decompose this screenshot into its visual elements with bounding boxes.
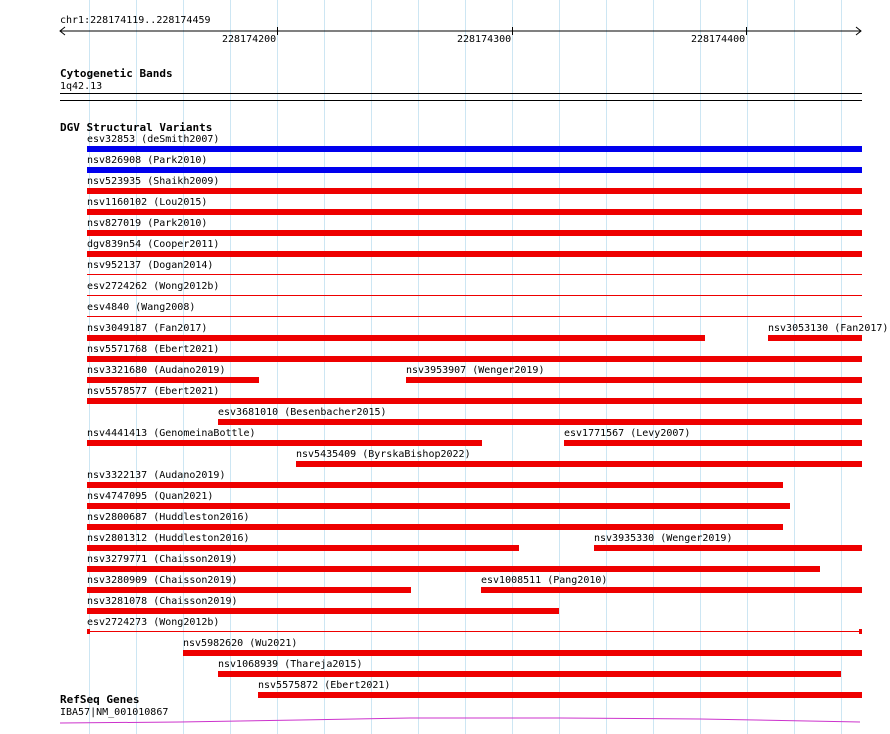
ruler-tick-label: 228174300 <box>457 34 512 45</box>
variant-bar[interactable] <box>87 377 259 383</box>
variant-label[interactable]: esv1008511 (Pang2010) <box>481 575 608 586</box>
grid-line <box>794 0 795 734</box>
dgv-track-title: DGV Structural Variants <box>60 121 213 134</box>
refseq-track-title: RefSeq Genes <box>60 693 140 706</box>
variant-label[interactable]: nsv2800687 (Huddleston2016) <box>87 512 250 523</box>
grid-line <box>230 0 231 734</box>
variant-bar[interactable] <box>183 650 862 656</box>
variant-label[interactable]: nsv3322137 (Audano2019) <box>87 470 226 481</box>
variant-label[interactable]: nsv5435409 (ByrskaBishop2022) <box>296 449 471 460</box>
variant-label[interactable]: nsv5578577 (Ebert2021) <box>87 386 220 397</box>
grid-line <box>324 0 325 734</box>
variant-label[interactable]: nsv3280909 (Chaisson2019) <box>87 575 238 586</box>
variant-bar[interactable] <box>87 188 862 194</box>
variant-label[interactable]: nsv4747095 (Quan2021) <box>87 491 214 502</box>
variant-bar[interactable] <box>87 251 862 257</box>
variant-bar[interactable] <box>87 524 783 530</box>
variant-bar[interactable] <box>87 316 862 317</box>
gene-model[interactable] <box>0 714 890 726</box>
variant-label[interactable]: nsv1160102 (Lou2015) <box>87 197 208 208</box>
variant-label[interactable]: nsv523935 (Shaikh2009) <box>87 176 220 187</box>
grid-line <box>653 0 654 734</box>
variant-bar[interactable] <box>87 230 862 236</box>
variant-label[interactable]: nsv3953907 (Wenger2019) <box>406 365 545 376</box>
cytoband-bar[interactable] <box>60 93 862 94</box>
variant-label[interactable]: nsv3935330 (Wenger2019) <box>594 533 733 544</box>
grid-line <box>700 0 701 734</box>
variant-bar[interactable] <box>481 587 862 593</box>
ruler-scale <box>0 24 890 40</box>
variant-label[interactable]: esv2724273 (Wong2012b) <box>87 617 220 628</box>
ruler-tick-mark <box>277 27 278 35</box>
variant-bar[interactable] <box>768 335 862 341</box>
cytoband-track-title: Cytogenetic Bands <box>60 67 173 80</box>
variant-label[interactable]: dgv839n54 (Cooper2011) <box>87 239 220 250</box>
variant-label[interactable]: nsv3321680 (Audano2019) <box>87 365 226 376</box>
variant-label[interactable]: nsv3279771 (Chaisson2019) <box>87 554 238 565</box>
ruler-tick-label: 228174400 <box>691 34 746 45</box>
variant-bar[interactable] <box>218 671 841 677</box>
variant-bar[interactable] <box>258 692 862 698</box>
variant-label[interactable]: esv1771567 (Levy2007) <box>564 428 691 439</box>
variant-bar[interactable] <box>87 608 559 614</box>
variant-label[interactable]: nsv5575872 (Ebert2021) <box>258 680 391 691</box>
variant-bar[interactable] <box>87 440 482 446</box>
variant-label[interactable]: nsv826908 (Park2010) <box>87 155 208 166</box>
variant-bar[interactable] <box>87 587 411 593</box>
variant-label[interactable]: nsv2801312 (Huddleston2016) <box>87 533 250 544</box>
variant-label[interactable]: nsv5982620 (Wu2021) <box>183 638 298 649</box>
variant-bar[interactable] <box>87 503 790 509</box>
grid-line <box>277 0 278 734</box>
variant-bar[interactable] <box>594 545 862 551</box>
variant-label[interactable]: nsv827019 (Park2010) <box>87 218 208 229</box>
variant-bar[interactable] <box>406 377 862 383</box>
variant-bar[interactable] <box>218 419 862 425</box>
variant-label[interactable]: nsv4441413 (GenomeinaBottle) <box>87 428 256 439</box>
variant-bar[interactable] <box>87 482 783 488</box>
variant-label[interactable]: nsv952137 (Dogan2014) <box>87 260 214 271</box>
grid-line <box>747 0 748 734</box>
variant-label[interactable]: esv2724262 (Wong2012b) <box>87 281 220 292</box>
track-separator <box>60 100 862 101</box>
variant-label[interactable]: nsv1068939 (Thareja2015) <box>218 659 363 670</box>
variant-bar-cap <box>859 629 862 634</box>
grid-line <box>841 0 842 734</box>
variant-label[interactable]: nsv5571768 (Ebert2021) <box>87 344 220 355</box>
variant-bar[interactable] <box>87 566 820 572</box>
variant-bar-cap <box>87 629 90 634</box>
variant-label[interactable]: esv3681010 (Besenbacher2015) <box>218 407 387 418</box>
variant-label[interactable]: esv32853 (deSmith2007) <box>87 134 220 145</box>
variant-bar[interactable] <box>87 274 862 275</box>
grid-line <box>559 0 560 734</box>
ruler-tick-mark <box>746 27 747 35</box>
variant-bar[interactable] <box>87 209 862 215</box>
ruler-tick-mark <box>512 27 513 35</box>
variant-bar[interactable] <box>87 398 862 404</box>
variant-bar[interactable] <box>87 146 862 152</box>
variant-label[interactable]: esv4840 (Wang2008) <box>87 302 196 313</box>
variant-label[interactable]: nsv3053130 (Fan2017) <box>768 323 889 334</box>
location-label: chr1:228174119..228174459 <box>60 15 211 26</box>
variant-bar[interactable] <box>296 461 862 467</box>
variant-bar[interactable] <box>564 440 862 446</box>
variant-bar[interactable] <box>87 335 705 341</box>
ruler-tick-label: 228174200 <box>222 34 277 45</box>
variant-label[interactable]: nsv3049187 (Fan2017) <box>87 323 208 334</box>
grid-line <box>371 0 372 734</box>
variant-bar[interactable] <box>87 631 862 632</box>
gene-label[interactable]: IBA57|NM_001010867 <box>60 707 169 718</box>
variant-bar[interactable] <box>87 167 862 173</box>
cytoband-label[interactable]: 1q42.13 <box>60 81 103 92</box>
variant-bar[interactable] <box>87 356 862 362</box>
variant-bar[interactable] <box>87 545 519 551</box>
variant-label[interactable]: nsv3281078 (Chaisson2019) <box>87 596 238 607</box>
grid-line <box>606 0 607 734</box>
variant-bar[interactable] <box>87 295 862 296</box>
